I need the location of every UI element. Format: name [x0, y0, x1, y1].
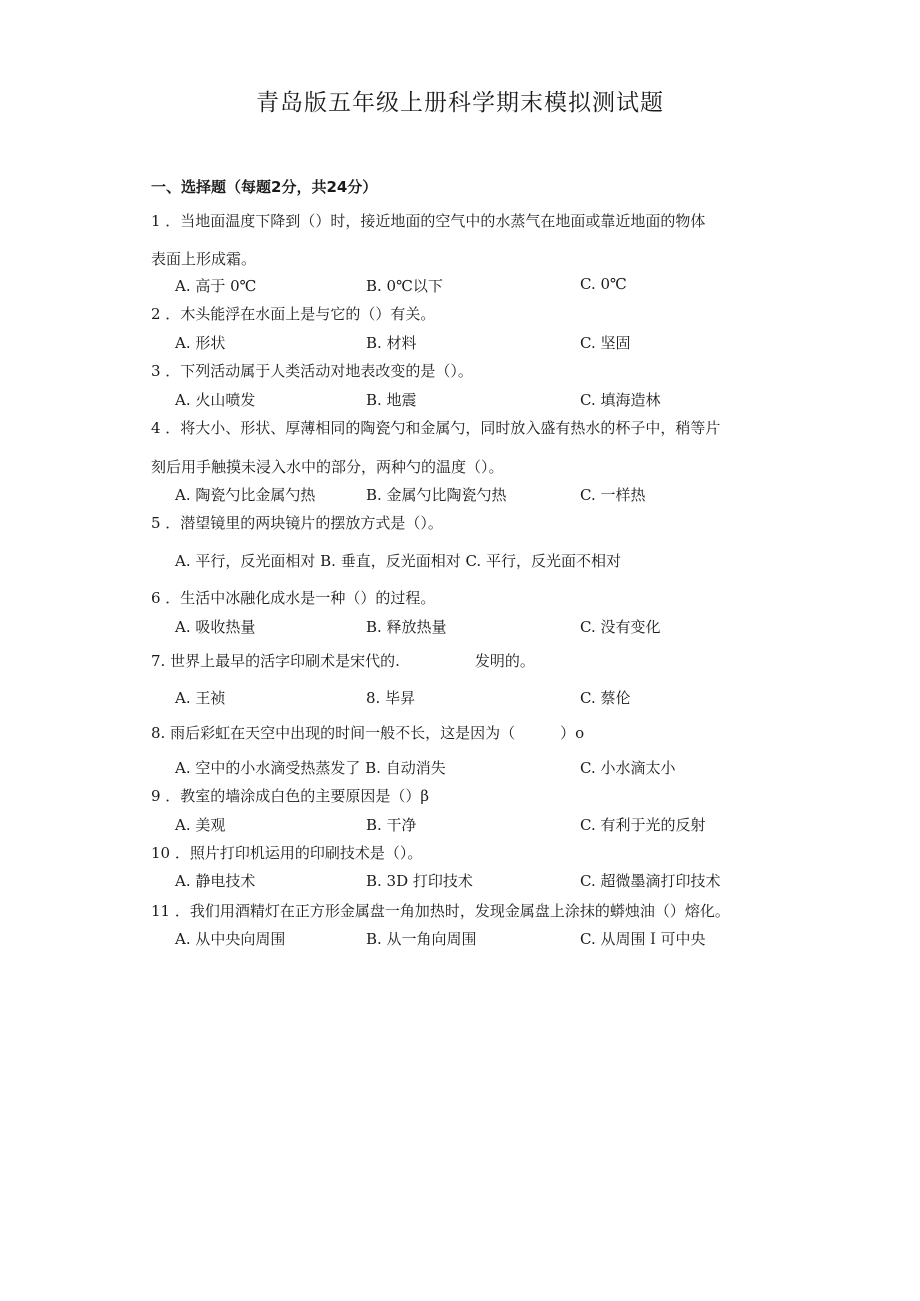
option-b: B. 地震 — [366, 391, 417, 409]
option-a: A. 高于 0℃ — [175, 277, 257, 295]
option-a: A. 形状 — [175, 334, 226, 352]
question-1-line-1: 1 ．当地面温度下降到（）时，接近地面的空气中的水蒸气在地面或靠近地面的物体 — [151, 212, 706, 230]
question-10-line-1: 10 ．照片打印机运用的印刷技术是（）。 — [151, 844, 423, 862]
option-b: B. 3D 打印技术 — [366, 872, 473, 890]
page-title: 青岛版五年级上册科学期末模拟测试题 — [256, 90, 664, 116]
question-11-line-1: 11 ．我们用酒精灯在正方形金属盘一角加热时，发现金属盘上涂抹的蟒烛油（）熔化。 — [151, 902, 730, 920]
option-c: C. 坚固 — [580, 334, 631, 352]
option-b: 8. 毕昇 — [366, 689, 416, 707]
option-c: C. 从周围Ｉ可中央 — [580, 930, 706, 948]
option-c: C. 超微墨滴打印技术 — [580, 872, 721, 890]
option-c: C. 一样热 — [580, 486, 646, 504]
question-9-line-1: 9 ．教室的墙涂成白色的主要原因是（）β — [151, 787, 429, 805]
question-5-options: A. 平行，反光面相对 B. 垂直，反光面相对 C. 平行，反光面不相对 — [175, 552, 621, 570]
option-c: C. 有利于光的反射 — [580, 816, 706, 834]
option-c: C. 小水滴太小 — [580, 759, 676, 777]
option-a: A. 从中央向周围 — [175, 930, 286, 948]
option-b: B. 材料 — [366, 334, 417, 352]
option-b: B. 金属勺比陶瓷勺热 — [366, 486, 507, 504]
option-a: A. 美观 — [175, 816, 226, 834]
question-7-line-1: 7. 世界上最早的活字印刷术是宋代的. 发明的。 — [151, 652, 535, 670]
option-b: B. 0℃以下 — [366, 277, 443, 295]
option-b: B. 干净 — [366, 816, 417, 834]
option-a: A. 静电技术 — [175, 872, 256, 890]
question-4-line-2: 刻后用手触摸未浸入水中的部分，两种勺的温度（）。 — [151, 458, 504, 476]
option-c: C. 蔡伦 — [580, 689, 631, 707]
section-heading: 一、选择题（每题2分，共24分） — [151, 178, 378, 196]
option-a: A. 王祯 — [175, 689, 226, 707]
question-4-line-1: 4 ．将大小、形状、厚薄相同的陶瓷勺和金属勺，同时放入盛有热水的杯子中，稍等片 — [151, 419, 721, 437]
option-a: A. 吸收热量 — [175, 618, 256, 636]
question-2-line-1: 2 ．木头能浮在水面上是与它的（）有关。 — [151, 305, 436, 323]
option-b: B. 从一角向周围 — [366, 930, 477, 948]
option-a: A. 火山喷发 — [175, 391, 256, 409]
option-a: A. 空中的小水滴受热蒸发了 B. 自动消失 — [175, 759, 446, 777]
option-c: C. 没有变化 — [580, 618, 661, 636]
option-a: A. 陶瓷勺比金属勺热 — [175, 486, 316, 504]
question-3-line-1: 3 ．下列活动属于人类活动对地表改变的是（）。 — [151, 362, 473, 380]
option-c: C. 0℃ — [580, 275, 627, 293]
question-6-line-1: 6 ．生活中冰融化成水是一种（）的过程。 — [151, 589, 436, 607]
option-c: C. 填海造林 — [580, 391, 661, 409]
question-8-line-1: 8. 雨后彩虹在天空中出现的时间一般不长，这是因为（ ）o — [151, 724, 585, 742]
question-5-line-1: 5 ．潜望镜里的两块镜片的摆放方式是（）。 — [151, 514, 443, 532]
option-b: B. 释放热量 — [366, 618, 447, 636]
question-1-line-2: 表面上形成霜。 — [151, 250, 257, 268]
